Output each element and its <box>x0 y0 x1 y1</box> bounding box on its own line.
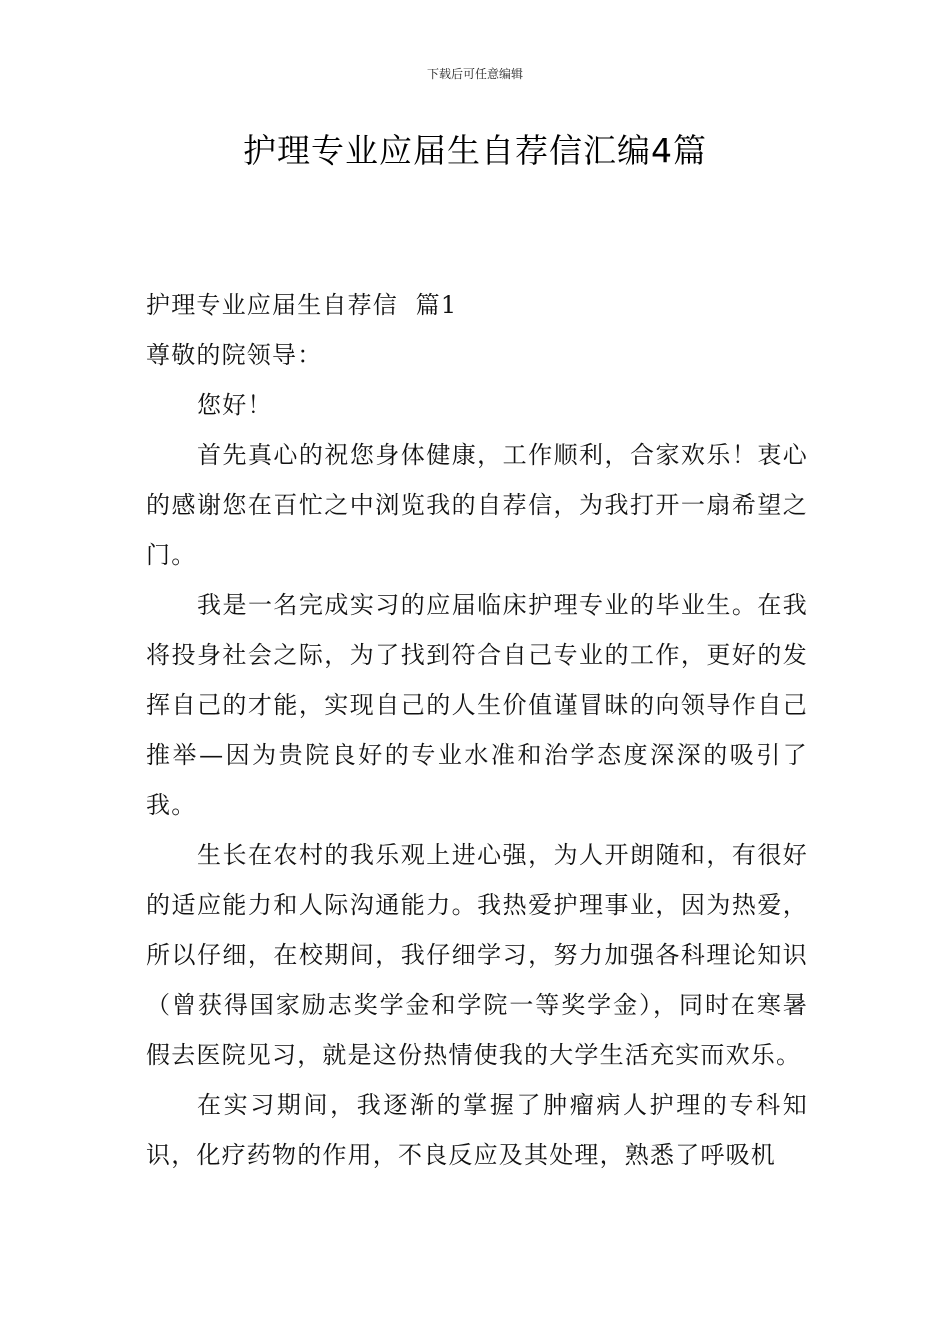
paragraph: 我是一名完成实习的应届临床护理专业的毕业生。在我将投身社会之际，为了找到符合自己专业的工作，更好的发挥自己的才能，实现自己的人生价值谨冒昧的向领导作自己推举—因为贵院良好的专业水准和治学态度深深的吸引了我。 <box>146 591 808 819</box>
document-title: 护理专业应届生自荐信汇编4篇 <box>243 131 707 170</box>
salutation: 尊敬的院领导： <box>146 341 323 369</box>
paragraph: 首先真心的祝您身体健康，工作顺利，合家欢乐！衷心的感谢您在百忙之中浏览我的自荐信，为我打开一扇希望之门。 <box>146 441 808 569</box>
greeting: 您好！ <box>197 391 273 419</box>
document-body <box>146 280 808 1180</box>
header-note: 下载后可任意编辑 <box>426 67 523 81</box>
paragraph: 在实习期间，我逐渐的掌握了肿瘤病人护理的专科知识，化疗药物的作用，不良反应及其处理，熟悉了呼吸机 <box>146 1091 808 1169</box>
section-heading: 护理专业应届生自荐信 篇1 <box>146 291 458 319</box>
paragraph: 生长在农村的我乐观上进心强，为人开朗随和，有很好的适应能力和人际沟通能力。我热爱护理事业，因为热爱，所以仔细，在校期间，我仔细学习，努力加强各科理论知识（曾获得国家励志奖学金和学院一等奖学金），同时在寒暑假去医院见习，就是这份热情使我的大学生活充实而欢乐。 <box>146 841 808 1069</box>
